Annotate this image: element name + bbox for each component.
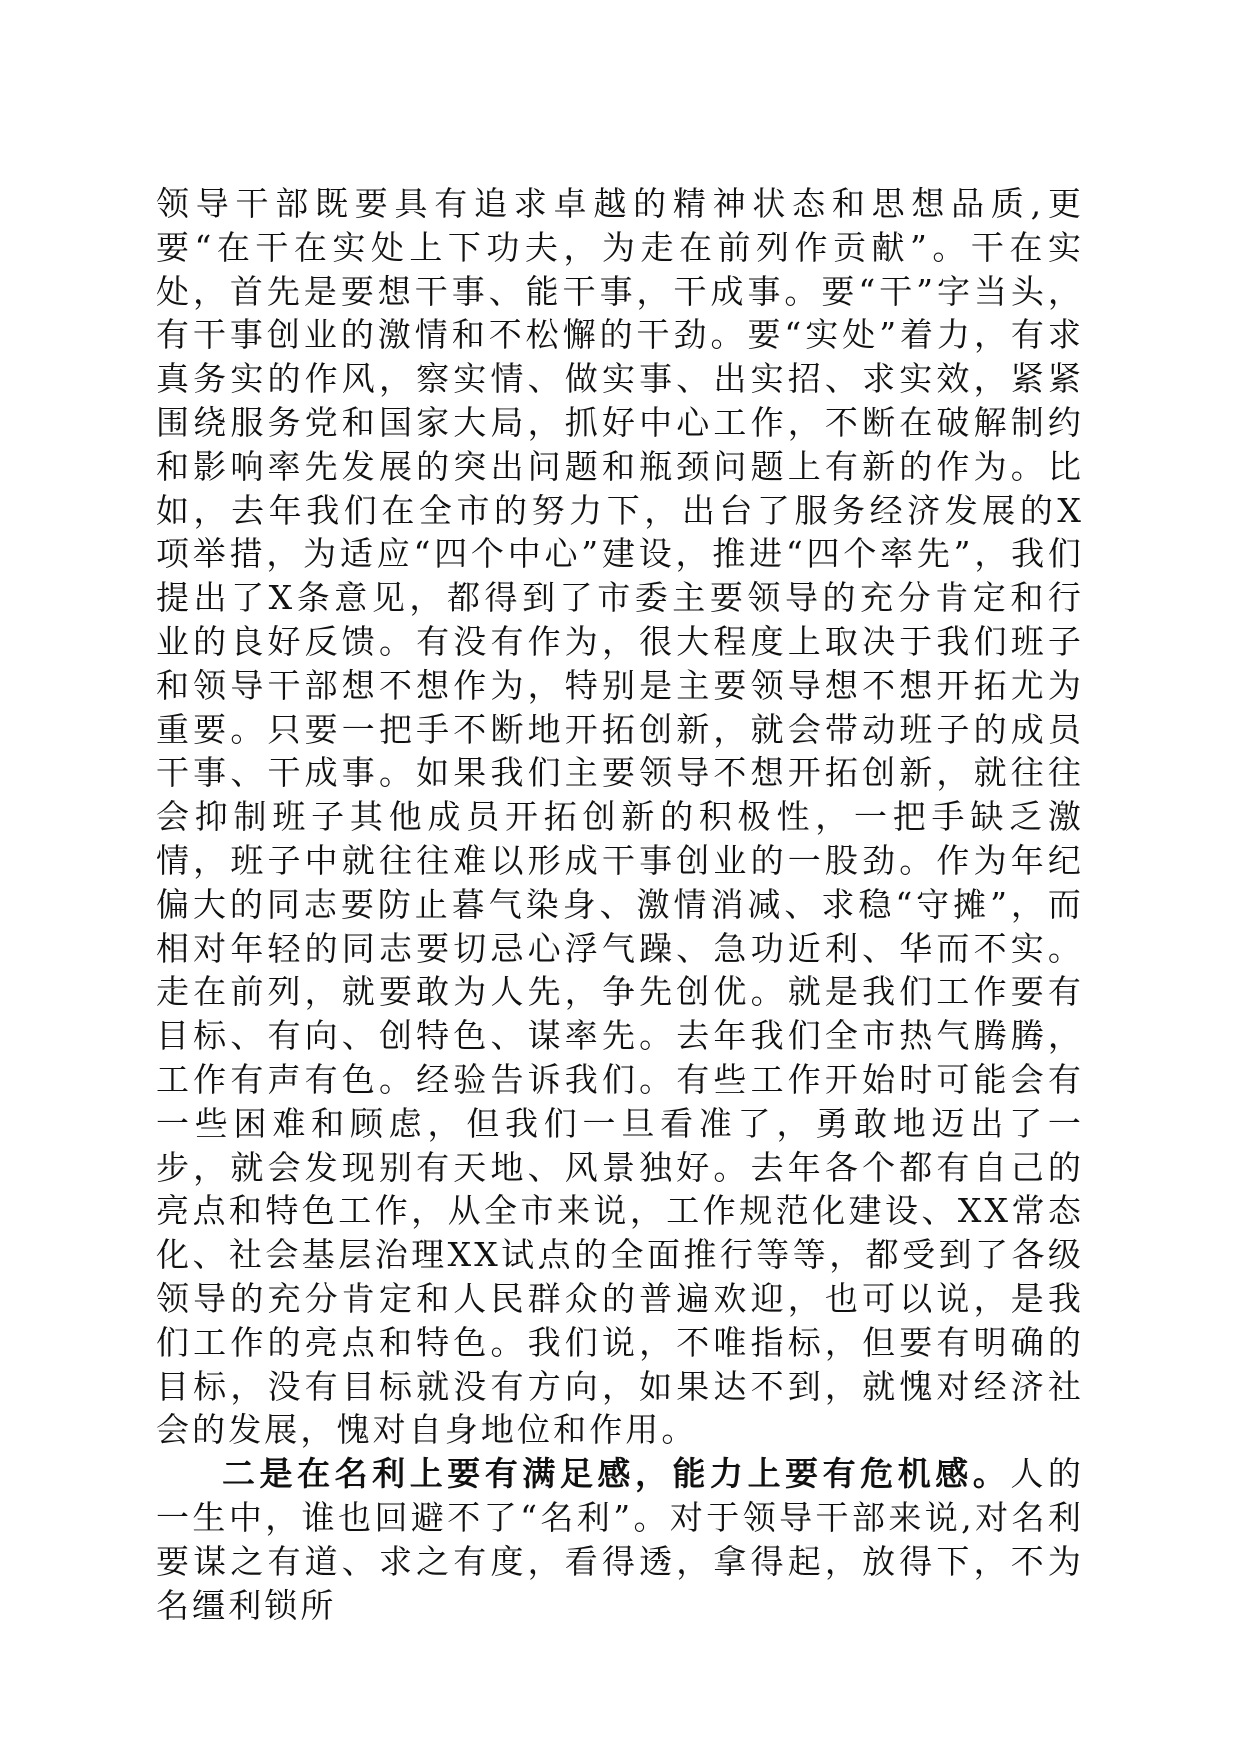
paragraph-2-text: 人的一生中，谁也回避不了“名利”。对于领导干部来说,对名利要谋之有道、求之有度，看得透，拿得起，放得下，不为名缰利锁所	[156, 1454, 1084, 1625]
paragraph-1-text: 领导干部既要具有追求卓越的精神状态和思想品质,更要“在干在实处上下功夫，为走在前列作贡献”。干在实处，首先是要想干事、能干事，干成事。要“干”字当头，有干事创业的激情和不松懈的干劲。要“实处”着力，有求真务实的作风，察实情、做实事、出实招、求实效，紧紧围绕服务党和国家大局，抓好中心工作，不断在破解制约和影响率先发展的突出问题和瓶颈问题上有新的作为。比如，去年我们在全市的努力下，出台了服务经济发展的X项举措，为适应“四个中心”建设，推进“四个率先”，我们提出了X条意见，都得到了市委主要领导的充分肯定和行业的良好反馈。有没有作为，很大程度上取决于我们班子和领导干部想不想作为，特别是主要领导想不想开拓尤为重要。只要一把手不断地开拓创新，就会带动班子的成员干事、干成事。如果我们主要领导不想开拓创新，就往往会抑制班子其他成员开拓创新的积极性，一把手缺乏激情，班子中就往往难以形成干事创业的一股劲。作为年纪偏大的同志要防止暮气染身、激情消减、求稳“守摊”，而相对年轻的同志要切忌心浮气躁、急功近利、华而不实。走在前列，就要敢为人先，争先创优。就是我们工作要有目标、有向、创特色、谋率先。去年我们全市热气腾腾，工作有声有色。经验告诉我们。有些工作开始时可能会有一些困难和顾虑，但我们一旦看准了，勇敢地迈出了一步，就会发现别有天地、风景独好。去年各个都有自己的亮点和特色工作，从全市来说，工作规范化建设、XX常态化、社会基层治理XX试点的全面推行等等，都受到了各级领导的充分肯定和人民群众的普遍欢迎，也可以说，是我们工作的亮点和特色。我们说，不唯指标，但要有明确的目标，没有目标就没有方向，如果达不到，就愧对经济社会的发展，愧对自身地位和作用。	[156, 184, 1084, 1450]
document-body	[156, 182, 1084, 1627]
paragraph-1	[156, 182, 1084, 1452]
paragraph-2-heading: 二是在名利上要有满足感，能力上要有危机感。	[222, 1454, 1011, 1494]
paragraph-2	[156, 1452, 1084, 1627]
